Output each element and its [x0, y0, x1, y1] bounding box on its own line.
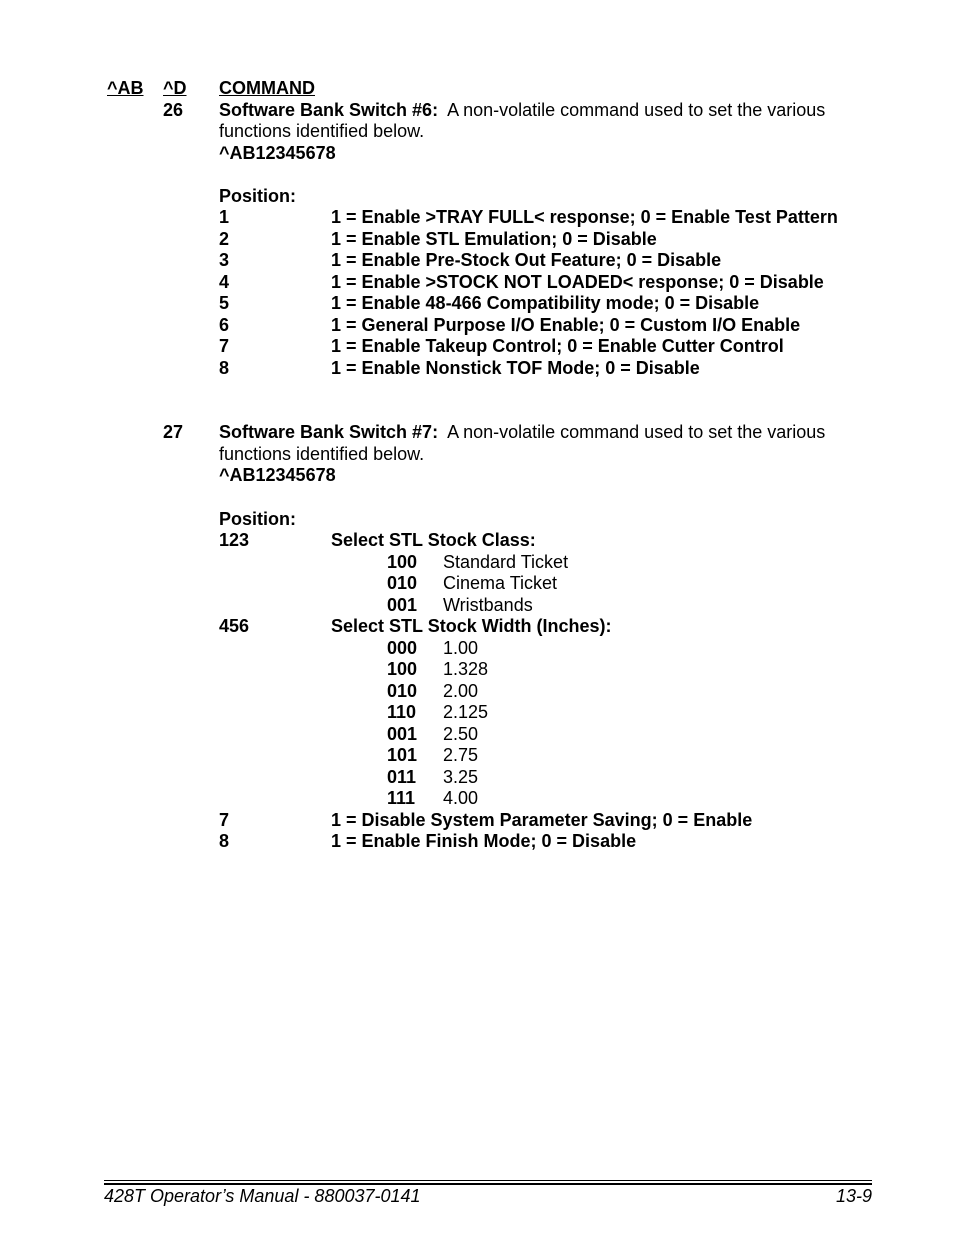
- cmd26-pos-6: 6: [219, 315, 230, 335]
- cmd27-text-7: 1 = Disable System Parameter Saving; 0 = Enable: [331, 810, 753, 830]
- cmd26-position-label: Position:: [219, 186, 296, 206]
- cmd26-title-line: [219, 100, 825, 121]
- cmd26-text-6: 1 = General Purpose I/O Enable; 0 = Custom I/O Enable: [331, 315, 801, 335]
- stock-width-code-1: 000: [387, 638, 418, 658]
- cmd27-desc-line2: functions identified below.: [219, 444, 425, 464]
- stock-class-code-2: 010: [387, 573, 418, 593]
- footer-page-number: 13-9: [835, 1186, 872, 1206]
- cmd26-pos-7: 7: [219, 336, 230, 356]
- stock-class-code-1: 100: [387, 552, 418, 572]
- cmd27-desc-line1: A non-volatile command used to set the various: [447, 422, 826, 442]
- cmd26-pos-5: 5: [219, 293, 230, 313]
- stock-width-value-4: 2.125: [443, 702, 489, 722]
- stock-width-code-6: 101: [387, 745, 418, 765]
- cmd26-text-4: 1 = Enable >STOCK NOT LOADED< response; 0 = Disable: [331, 272, 824, 292]
- cmd26-text-3: 1 = Enable Pre-Stock Out Feature; 0 = Disable: [331, 250, 722, 270]
- stock-class-code-3: 001: [387, 595, 418, 615]
- stock-width-value-5: 2.50: [443, 724, 479, 744]
- cmd27-pos-8: 8: [219, 831, 230, 851]
- cmd26-text-1: 1 = Enable >TRAY FULL< response; 0 = Enable Test Pattern: [331, 207, 838, 227]
- cmd26-text-5: 1 = Enable 48-466 Compatibility mode; 0 = Disable: [331, 293, 760, 313]
- cmd26-text-8: 1 = Enable Nonstick TOF Mode; 0 = Disable: [331, 358, 700, 378]
- cmd27-pos-7: 7: [219, 810, 230, 830]
- header-ab: ^AB: [107, 78, 144, 98]
- header-d: ^D: [163, 78, 187, 98]
- cmd27-text-8: 1 = Enable Finish Mode; 0 = Disable: [331, 831, 637, 851]
- cmd27-number: 27: [163, 422, 184, 442]
- cmd26-pos-4: 4: [219, 272, 230, 292]
- cmd27-syntax: ^AB12345678: [219, 465, 336, 485]
- cmd26-pos-3: 3: [219, 250, 230, 270]
- footer-rule-thick: [104, 1183, 872, 1185]
- cmd26-desc-line2: functions identified below.: [219, 121, 425, 141]
- stock-width-code-7: 011: [387, 767, 417, 787]
- stock-width-code-5: 001: [387, 724, 418, 744]
- stock-width-value-7: 3.25: [443, 767, 479, 787]
- cmd26-desc-line1: A non-volatile command used to set the various: [447, 100, 826, 120]
- stock-width-value-1: 1.00: [443, 638, 479, 658]
- cmd27-title-line: [219, 422, 825, 443]
- header-command: COMMAND: [219, 78, 315, 98]
- footer-rule-thin: [104, 1180, 872, 1181]
- cmd26-syntax: ^AB12345678: [219, 143, 336, 163]
- stock-width-code-3: 010: [387, 681, 418, 701]
- stock-class-value-1: Standard Ticket: [443, 552, 569, 572]
- cmd26-pos-8: 8: [219, 358, 230, 378]
- cmd27-title: Software Bank Switch #7:: [219, 422, 439, 442]
- stock-width-heading: Select STL Stock Width (Inches):: [331, 616, 612, 636]
- stock-class-value-2: Cinema Ticket: [443, 573, 558, 593]
- cmd26-pos-2: 2: [219, 229, 230, 249]
- cmd26-text-7: 1 = Enable Takeup Control; 0 = Enable Cutter Control: [331, 336, 784, 356]
- stock-class-pos: 123: [219, 530, 250, 550]
- stock-width-value-2: 1.328: [443, 659, 489, 679]
- stock-width-code-8: 111: [387, 788, 416, 808]
- stock-width-value-3: 2.00: [443, 681, 479, 701]
- cmd26-text-2: 1 = Enable STL Emulation; 0 = Disable: [331, 229, 657, 249]
- cmd27-position-label: Position:: [219, 509, 296, 529]
- stock-width-pos: 456: [219, 616, 250, 636]
- stock-width-code-2: 100: [387, 659, 418, 679]
- stock-class-value-3: Wristbands: [443, 595, 533, 615]
- cmd26-title: Software Bank Switch #6:: [219, 100, 439, 120]
- stock-class-heading: Select STL Stock Class:: [331, 530, 536, 550]
- cmd26-pos-1: 1: [219, 207, 230, 227]
- stock-width-value-8: 4.00: [443, 788, 479, 808]
- stock-width-code-4: 110: [387, 702, 417, 722]
- cmd26-number: 26: [163, 100, 184, 120]
- footer-manual-title: 428T Operator’s Manual - 880037-0141: [104, 1186, 421, 1206]
- stock-width-value-6: 2.75: [443, 745, 479, 765]
